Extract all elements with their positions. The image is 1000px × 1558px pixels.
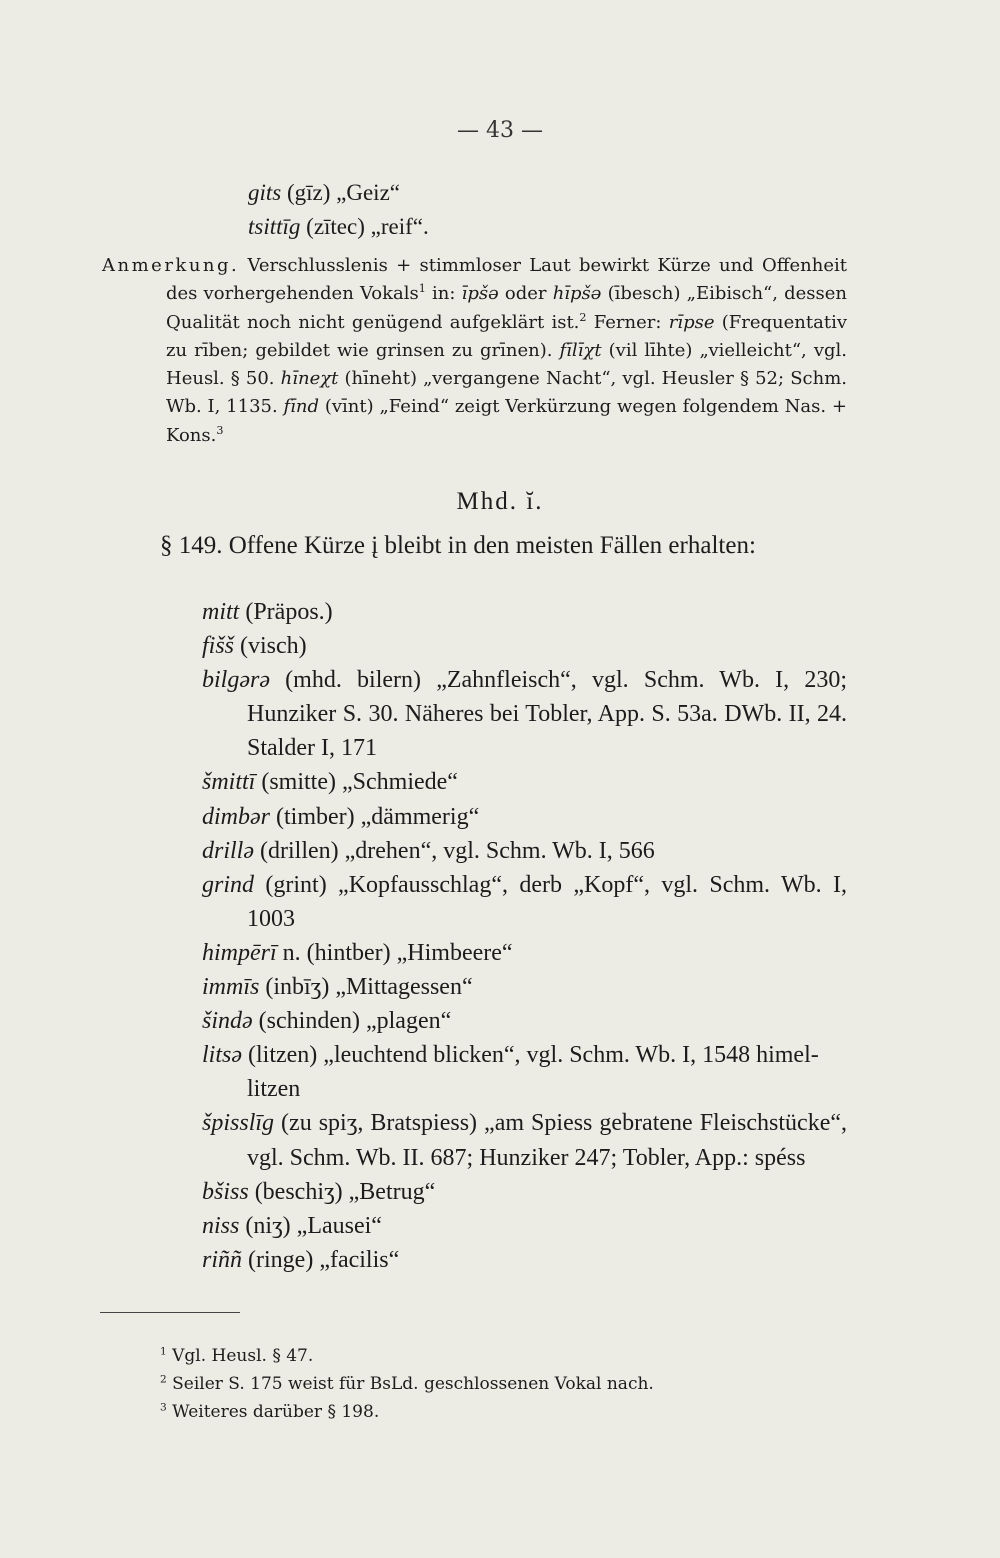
dialect-form: himpērī — [202, 939, 277, 966]
list-item: litsə (litzen) „leuchtend blicken“, vgl. Schm. Wb. I, 1548 himel-litzen — [202, 1042, 819, 1103]
footnote-ref: 1 — [418, 282, 426, 296]
dialect-form: špisslīg — [202, 1110, 275, 1137]
footnote-ref: 2 — [579, 310, 587, 324]
dialect-form: bšiss — [202, 1178, 249, 1205]
list-item: bilgərə (mhd. bilern) „Zahnfleisch“, vgl. Schm. Wb. I, 230; Hunziker S. 30. Näheres bei Tobler, App. S. 53a. DWb. II, 24. Stalder I, 171 — [202, 667, 847, 762]
example-line — [248, 214, 429, 240]
list-item: fišš (visch) — [202, 633, 307, 660]
dialect-form: bilgərə — [202, 667, 270, 694]
dialect-form: gits — [248, 180, 282, 205]
anmerkung-label: Anmerkung. — [102, 255, 240, 276]
footnote-divider — [100, 1312, 240, 1313]
dialect-form: šində — [202, 1008, 253, 1035]
footnote-number: 3 — [160, 1401, 167, 1414]
dialect-form: riññ — [202, 1246, 243, 1273]
list-item: riññ (ringe) „facilis“ — [202, 1246, 400, 1273]
footnote-ref: 3 — [216, 423, 224, 437]
example-line — [248, 180, 400, 206]
list-item: drillə (drillen) „drehen“, vgl. Schm. Wb. I, 566 — [202, 837, 655, 864]
list-item: šmittī (smitte) „Schmiede“ — [202, 769, 458, 796]
gloss: „reif“. — [370, 214, 429, 239]
list-item: dimbər (timber) „dämmerig“ — [202, 803, 480, 830]
anmerkung-note: Anmerkung. Verschlusslenis + stimmloser Laut bewirkt Kürze und Offenheit des vorhergehenden Vokals$^1$ in: īpšə oder hīpšə (ībesch) „Eibisch“, dessen Qualität noch nicht genügend aufgeklärt ist.$^2$ Ferner: rīpse (Frequentativ zu rīben; gebildet wie grinsen zu grīnen). fīlīχt (vil līhte) „vielleicht“, vgl. Heusl. § 50. hīneχt (hīneht) „vergangene Nacht“, vgl. Heusler § 52; Schm. Wb. I, 1135. fīnd (vīnt) „Feind“ zeigt Verkürzung wegen folgendem Nas. + Kons.$^3$ — [102, 255, 848, 446]
mhd-form: (zītec) — [306, 214, 365, 239]
gloss: „Geiz“ — [336, 180, 400, 205]
mhd-form: (gīz) — [286, 180, 331, 205]
list-item: immīs (inbīʒ) „Mittagessen“ — [202, 974, 473, 1001]
dialect-form: grind — [202, 871, 255, 898]
word-list — [202, 595, 847, 1277]
list-item: mitt (Präpos.) — [202, 599, 333, 625]
footnote: $^3$ Weiteres darüber § 198. — [160, 1401, 380, 1422]
list-item: niss (niʒ) „Lausei“ — [202, 1212, 382, 1239]
section-paragraph: § 149. Offene Kürze į bleibt in den meisten Fällen erhalten: — [160, 532, 756, 559]
dialect-form: fišš — [202, 633, 235, 660]
dialect-form: drillə — [202, 837, 254, 864]
dialect-form: mitt — [202, 599, 240, 625]
list-item: špisslīg (zu spiʒ, Bratspiess) „am Spiess gebratene Fleischstücke“, vgl. Schm. Wb. II. 687; Hunziker 247; Tobler, App.: spéss — [202, 1110, 847, 1171]
section-heading: Mhd. ĭ. — [456, 488, 544, 515]
dialect-form: immīs — [202, 974, 260, 1001]
dialect-form: dimbər — [202, 803, 270, 830]
footnote: $^2$ Seiler S. 175 weist für BsLd. geschlossenen Vokal nach. — [160, 1373, 654, 1394]
list-item: himpērī n. (hintber) „Himbeere“ — [202, 939, 513, 966]
footnote-number: 2 — [160, 1373, 167, 1386]
footnotes — [160, 1342, 860, 1426]
dialect-form: šmittī — [202, 769, 256, 796]
list-item: bšiss (beschiʒ) „Betrug“ — [202, 1178, 436, 1205]
list-item: šində (schinden) „plagen“ — [202, 1008, 452, 1035]
footnote-number: 1 — [160, 1345, 167, 1358]
dialect-form: tsittīg — [248, 214, 301, 239]
list-item: grind (grint) „Kopfausschlag“, derb „Kopf“, vgl. Schm. Wb. I, 1003 — [202, 871, 847, 932]
dialect-form: niss — [202, 1212, 240, 1239]
footnote: $^1$ Vgl. Heusl. § 47. — [160, 1345, 314, 1366]
page-number: — 43 — — [457, 118, 543, 143]
dialect-form: litsə — [202, 1042, 242, 1069]
